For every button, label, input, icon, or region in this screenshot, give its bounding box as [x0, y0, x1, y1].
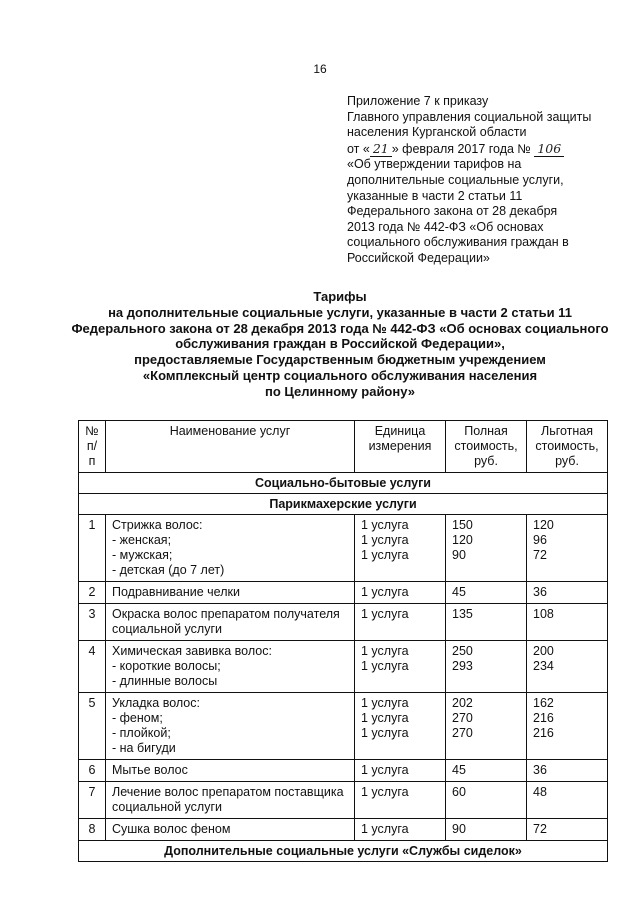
- header-name: Наименование услуг: [106, 421, 355, 473]
- full-price-line: 202: [452, 696, 473, 710]
- table-row: [79, 760, 608, 782]
- section-row: [79, 473, 608, 494]
- table-row: [79, 582, 608, 604]
- service-name-line: - женская;: [112, 533, 172, 547]
- service-name-line: - на бигуди: [112, 741, 176, 755]
- discount-price-line: 48: [533, 785, 547, 799]
- unit-measure: [355, 782, 446, 819]
- full-price-line: 150: [452, 518, 473, 532]
- full-price-line: 135: [452, 607, 473, 621]
- discount-price-line: 72: [533, 548, 547, 562]
- service-name-line: - детская (до 7 лет): [112, 563, 225, 577]
- discount-price: [527, 782, 608, 819]
- row-number-line: 1: [88, 518, 96, 532]
- discount-price-line: 108: [533, 607, 554, 621]
- document-title: [60, 289, 620, 400]
- full-price-line: 120: [452, 533, 473, 547]
- section-row: [79, 841, 608, 862]
- full-price: [446, 641, 527, 693]
- unit-measure: [355, 582, 446, 604]
- discount-price-line: 72: [533, 822, 547, 836]
- unit-measure-line: 1 услуга: [361, 548, 409, 562]
- unit-measure: [355, 515, 446, 582]
- header-full-price: Полная стоимость, руб.: [446, 421, 527, 473]
- appendix-line: Главного управления социальной защиты: [347, 109, 592, 124]
- row-number: [79, 604, 106, 641]
- discount-price-line: 234: [533, 659, 554, 673]
- table-header-row: [79, 421, 608, 473]
- decree-line: Федерального закона от 28 декабря: [347, 204, 558, 219]
- full-price-line: 45: [452, 585, 466, 599]
- table-row: [79, 782, 608, 819]
- title-line: Федерального закона от 28 декабря 2013 года № 442-ФЗ «Об основах социального: [71, 320, 609, 336]
- service-name: [106, 693, 355, 760]
- unit-measure-line: 1 услуга: [361, 644, 409, 658]
- row-number: [79, 693, 106, 760]
- title-line: по Целинному району»: [264, 383, 416, 399]
- unit-measure: [355, 604, 446, 641]
- unit-measure-line: 1 услуга: [361, 726, 409, 740]
- appendix-line: населения Курганской области: [347, 125, 527, 140]
- service-name-line: Стрижка волос:: [112, 518, 203, 532]
- service-name-line: - плойкой;: [112, 726, 171, 740]
- subsection-title: Парикмахерские услуги: [79, 494, 608, 515]
- row-number: [79, 760, 106, 782]
- service-name: [106, 604, 355, 641]
- service-name: [106, 515, 355, 582]
- unit-measure-line: 1 услуга: [361, 763, 409, 777]
- service-name-line: Мытье волос: [112, 763, 188, 777]
- unit-measure-line: 1 услуга: [361, 711, 409, 725]
- discount-price-line: 36: [533, 763, 547, 777]
- service-name-line: Подравнивание челки: [112, 585, 240, 599]
- full-price-line: 250: [452, 644, 473, 658]
- row-number-line: 3: [88, 607, 96, 621]
- decree-line: 2013 года № 442-ФЗ «Об основах: [347, 219, 544, 234]
- discount-price: [527, 693, 608, 760]
- discount-price: [527, 641, 608, 693]
- title-line: на дополнительные социальные услуги, указанные в части 2 статьи 11: [108, 304, 572, 320]
- header-discount-price: Льготная стоимость, руб.: [527, 421, 608, 473]
- unit-measure-line: 1 услуга: [361, 607, 409, 621]
- handwritten-day: 21: [370, 141, 392, 158]
- unit-measure-line: 1 услуга: [361, 696, 409, 710]
- decree-line: «Об утверждении тарифов на: [347, 157, 522, 172]
- table-row: [79, 819, 608, 841]
- discount-price-line: 36: [533, 585, 547, 599]
- service-name-line: Окраска волос препаратом получателя: [112, 607, 340, 621]
- full-price-line: 270: [452, 711, 473, 725]
- service-name-line: Химическая завивка волос:: [112, 644, 272, 658]
- date-prefix: от «: [347, 141, 370, 156]
- discount-price: [527, 582, 608, 604]
- service-name-line: - короткие волосы;: [112, 659, 221, 673]
- handwritten-order-number: 106: [534, 141, 564, 158]
- appendix-block: [347, 94, 617, 267]
- decree-line: Российской Федерации»: [347, 250, 490, 265]
- discount-price: [527, 760, 608, 782]
- title-line: предоставляемые Государственным бюджетным учреждением: [134, 352, 546, 368]
- table-row: [79, 641, 608, 693]
- unit-measure: [355, 693, 446, 760]
- full-price: [446, 693, 527, 760]
- row-number-line: 5: [88, 696, 96, 710]
- discount-price: [527, 819, 608, 841]
- discount-price-line: 200: [533, 644, 554, 658]
- title-line: «Комплексный центр социального обслуживания населения: [142, 367, 538, 383]
- full-price-line: 45: [452, 763, 466, 777]
- discount-price-line: 216: [533, 726, 554, 740]
- header-num: № п/п: [79, 421, 106, 473]
- section-title: Дополнительные социальные услуги «Службы сиделок»: [79, 841, 608, 862]
- row-number: [79, 582, 106, 604]
- full-price: [446, 760, 527, 782]
- full-price: [446, 515, 527, 582]
- full-price: [446, 782, 527, 819]
- unit-measure: [355, 819, 446, 841]
- full-price-line: 90: [452, 822, 466, 836]
- service-name-line: Укладка волос:: [112, 696, 200, 710]
- subsection-row: [79, 494, 608, 515]
- full-price-line: 270: [452, 726, 473, 740]
- unit-measure: [355, 760, 446, 782]
- decree-line: указанные в части 2 статьи 11: [347, 188, 523, 203]
- service-name-line: - длинные волосы: [112, 674, 218, 688]
- full-price-line: 60: [452, 785, 466, 799]
- row-number-line: 4: [88, 644, 96, 658]
- unit-measure-line: 1 услуга: [361, 822, 409, 836]
- unit-measure: [355, 641, 446, 693]
- service-name-line: социальной услуги: [112, 800, 222, 814]
- row-number-line: 6: [88, 763, 96, 777]
- unit-measure-line: 1 услуга: [361, 518, 409, 532]
- table-row: [79, 515, 608, 582]
- section-title: Социально-бытовые услуги: [79, 473, 608, 494]
- header-unit: Единица измерения: [355, 421, 446, 473]
- service-name-line: - феном;: [112, 711, 163, 725]
- unit-measure-line: 1 услуга: [361, 585, 409, 599]
- discount-price: [527, 515, 608, 582]
- decree-line: социального обслуживания граждан в: [347, 235, 569, 250]
- title-line: обслуживания граждан в Российской Федерации»,: [175, 336, 505, 352]
- appendix-line: Приложение 7 к приказу: [347, 94, 489, 108]
- full-price: [446, 604, 527, 641]
- service-name-line: Лечение волос препаратом поставщика: [112, 785, 344, 799]
- title-heading: Тарифы: [313, 289, 367, 304]
- row-number-line: 8: [88, 822, 96, 836]
- row-number-line: 2: [88, 585, 96, 599]
- discount-price-line: 120: [533, 518, 554, 532]
- tariffs-table: [78, 420, 608, 862]
- page-number: 16: [313, 62, 327, 76]
- unit-measure-line: 1 услуга: [361, 659, 409, 673]
- unit-measure-line: 1 услуга: [361, 533, 409, 547]
- discount-price-line: 162: [533, 696, 554, 710]
- service-name: [106, 782, 355, 819]
- service-name: [106, 760, 355, 782]
- table-row: [79, 604, 608, 641]
- table-row: [79, 693, 608, 760]
- discount-price-line: 96: [533, 533, 547, 547]
- full-price: [446, 819, 527, 841]
- row-number: [79, 515, 106, 582]
- service-name: [106, 582, 355, 604]
- unit-measure-line: 1 услуга: [361, 785, 409, 799]
- date-middle: » февраля 2017 года №: [391, 141, 531, 156]
- row-number-line: 7: [88, 785, 96, 799]
- full-price-line: 293: [452, 659, 473, 673]
- row-number: [79, 782, 106, 819]
- discount-price-line: 216: [533, 711, 554, 725]
- service-name: [106, 819, 355, 841]
- appendix-date-line: [347, 141, 617, 158]
- row-number: [79, 819, 106, 841]
- full-price: [446, 582, 527, 604]
- discount-price: [527, 604, 608, 641]
- row-number: [79, 641, 106, 693]
- service-name-line: - мужская;: [112, 548, 173, 562]
- decree-line: дополнительные социальные услуги,: [347, 172, 564, 187]
- service-name: [106, 641, 355, 693]
- service-name-line: Сушка волос феном: [112, 822, 231, 836]
- service-name-line: социальной услуги: [112, 622, 222, 636]
- full-price-line: 90: [452, 548, 466, 562]
